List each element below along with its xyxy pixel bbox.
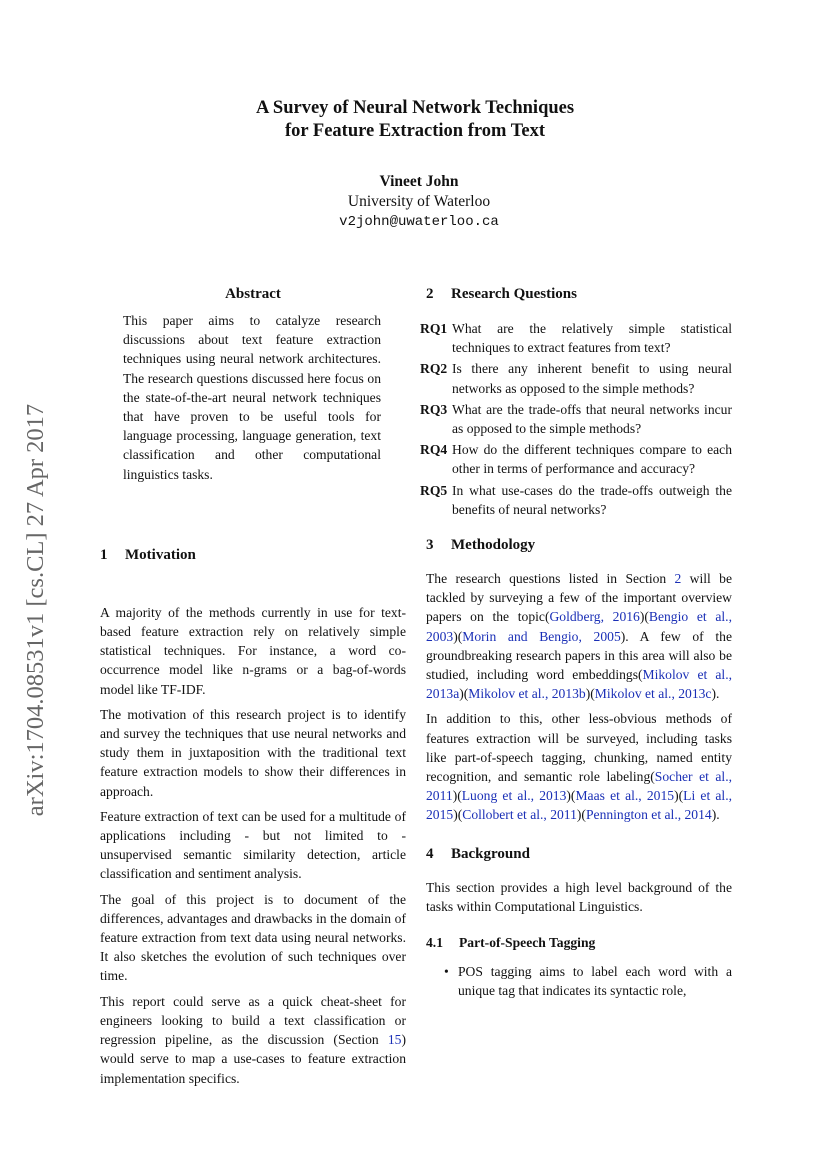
paper-title [0, 97, 828, 143]
research-question-item [420, 400, 732, 438]
rq-text: Is there any inherent benefit to using neural networks as opposed to the simple methods? [452, 361, 732, 396]
section-title: Methodology [451, 537, 536, 554]
rq-label: RQ2 [420, 361, 448, 377]
section-number: 1 [100, 546, 108, 563]
research-question-item [420, 481, 732, 519]
author-email: v2john@uwaterloo.ca [339, 214, 499, 230]
paragraph: The motivation of this research project is to identify and survey the techniques that use neural networks and study them in juxtaposition with the traditional text feature extraction models to show their differences in approach. [100, 706, 406, 799]
text-span: ) would serve to map a use-cases to feature extraction implementation specifics. [100, 1032, 406, 1086]
title-line-2: for Feature Extraction from Text [285, 121, 545, 141]
rq-text: How do the different techniques compare to each other in terms of performance and accuracy? [452, 442, 732, 477]
rq-label: RQ1 [420, 321, 448, 336]
paragraph: Feature extraction of text can be used for a multitude of applications including - but not limited to - unsupervised semantic similarity detection, article classification and sentiment analysis. [100, 808, 406, 882]
rq-text: What are the trade-offs that neural networks incur as opposed to the simple methods? [452, 401, 732, 437]
section-heading-methodology [426, 535, 732, 555]
citation-link[interactable]: Goldberg, 2016 [549, 609, 640, 625]
bullet-item [444, 962, 732, 1000]
text-span: The research questions listed in Section [426, 571, 675, 587]
citation-link[interactable]: Bengio et al., 2003 [426, 609, 732, 644]
text-span: )( [452, 788, 462, 804]
rq-label: RQ3 [420, 401, 448, 417]
citation-link[interactable]: Morin and Bengio, 2005 [462, 628, 621, 644]
citation-link[interactable]: Pennington et al., 2014 [585, 807, 712, 823]
citation-link[interactable]: Maas et al., 2015 [575, 788, 675, 804]
text-span: In addition to this, other less-obvious methods of features extraction will be surveyed, including tasks like part-of-speech tagging, chunking, named entity recognition, and semantic role labeling( [426, 711, 732, 785]
section-number: 2 [426, 286, 434, 302]
section-number: 4 [426, 845, 434, 862]
section-heading-motivation [100, 545, 406, 565]
rq-text: In what use-cases do the trade-offs outweigh the benefits of neural networks? [452, 482, 732, 517]
methodology-body [426, 569, 732, 825]
text-span: )( [639, 609, 649, 625]
text-span: )( [585, 686, 595, 702]
text-span: ). [711, 807, 720, 823]
research-question-list [420, 319, 732, 519]
section-title: Background [451, 845, 530, 862]
text-span: )( [674, 788, 684, 804]
section-heading-background [426, 844, 732, 864]
rq-label: RQ4 [420, 442, 448, 458]
text-span: )( [459, 686, 469, 702]
bullet-text: POS tagging aims to label each word with a unique tag that indicates its syntactic role, [458, 964, 732, 999]
citation-link[interactable]: Luong et al., 2013 [461, 788, 567, 804]
rq-label: RQ5 [420, 482, 448, 498]
research-question-item [420, 440, 732, 478]
bullet-icon: • [444, 964, 449, 980]
author-name: Vineet John [379, 173, 459, 190]
text-span: ). [711, 686, 720, 702]
left-column [100, 284, 406, 1088]
section-number: 3 [426, 537, 434, 554]
text-span: ). A few of the groundbreaking research papers in this area will also be studied, including word embeddings( [426, 628, 732, 683]
abstract-heading: Abstract [225, 286, 281, 302]
text-span: )( [453, 807, 463, 823]
citation-link[interactable]: Mikolov et al., 2013b [468, 686, 586, 702]
title-line-1: A Survey of Neural Network Techniques [255, 98, 575, 118]
section-reference-link[interactable]: 2 [674, 571, 682, 587]
subsection-heading-pos-tagging [426, 933, 732, 952]
subsection-title: Part-of-Speech Tagging [459, 935, 596, 951]
citation-link[interactable]: Socher et al., 2011 [426, 769, 733, 804]
citation-link[interactable]: Mikolov et al., 2013a [426, 667, 732, 702]
abstract-text: This paper aims to catalyze research discussions about text feature extraction techniques using neural network architectures. The research questions discussed here focus on the state-of-the-art neural network techniques that have proven to be useful tools for language processing, language generation, text classification and other computational linguistics tasks. [123, 313, 381, 482]
text-span: )( [576, 807, 586, 823]
section-heading-research-questions [426, 284, 732, 304]
citation-link[interactable]: Li et al., 2015 [426, 788, 733, 823]
text-span: will be tackled by surveying a few of the important overview papers on the topic( [426, 571, 732, 625]
paragraph: A majority of the methods currently in use for text-based feature extraction rely on relatively simple statistical techniques. For instance, a word co-occurrence model like n-grams or a bag-of-words model like TF-IDF. [100, 604, 406, 697]
research-question-item [420, 319, 732, 357]
text-span: This report could serve as a quick cheat-sheet for engineers looking to build a text classification or regression pipeline, as the discussion (Section [100, 993, 406, 1048]
rq-text: What are the relatively simple statistical techniques to extract features from text? [452, 321, 732, 356]
subsection-number: 4.1 [426, 935, 443, 951]
right-column [420, 284, 733, 1000]
citation-link[interactable]: Mikolov et al., 2013c [594, 686, 712, 702]
text-span: )( [453, 628, 463, 644]
motivation-body [100, 603, 406, 1088]
paragraph: The goal of this project is to document of the differences, advantages and drawbacks in the domain of feature extraction from text data using neural networks. It also sketches the evolution of such techniques over time. [100, 891, 406, 984]
citation-link[interactable]: Collobert et al., 2011 [462, 807, 577, 823]
background-body [426, 878, 732, 916]
research-question-item [420, 359, 732, 397]
author-affiliation: University of Waterloo [347, 193, 491, 210]
paragraph: This section provides a high level background of the tasks within Computational Linguistics. [426, 879, 732, 914]
arxiv-side-stamp: arXiv:1704.08531v1 [cs.CL] 27 Apr 2017 [22, 403, 49, 817]
paragraph [426, 569, 732, 703]
paragraph [426, 709, 732, 824]
section-title: Research Questions [451, 286, 577, 302]
author-block [0, 172, 828, 232]
paragraph [100, 992, 406, 1088]
section-reference-link[interactable]: 15 [387, 1032, 402, 1048]
text-span: )( [566, 788, 576, 804]
section-title: Motivation [125, 546, 196, 563]
